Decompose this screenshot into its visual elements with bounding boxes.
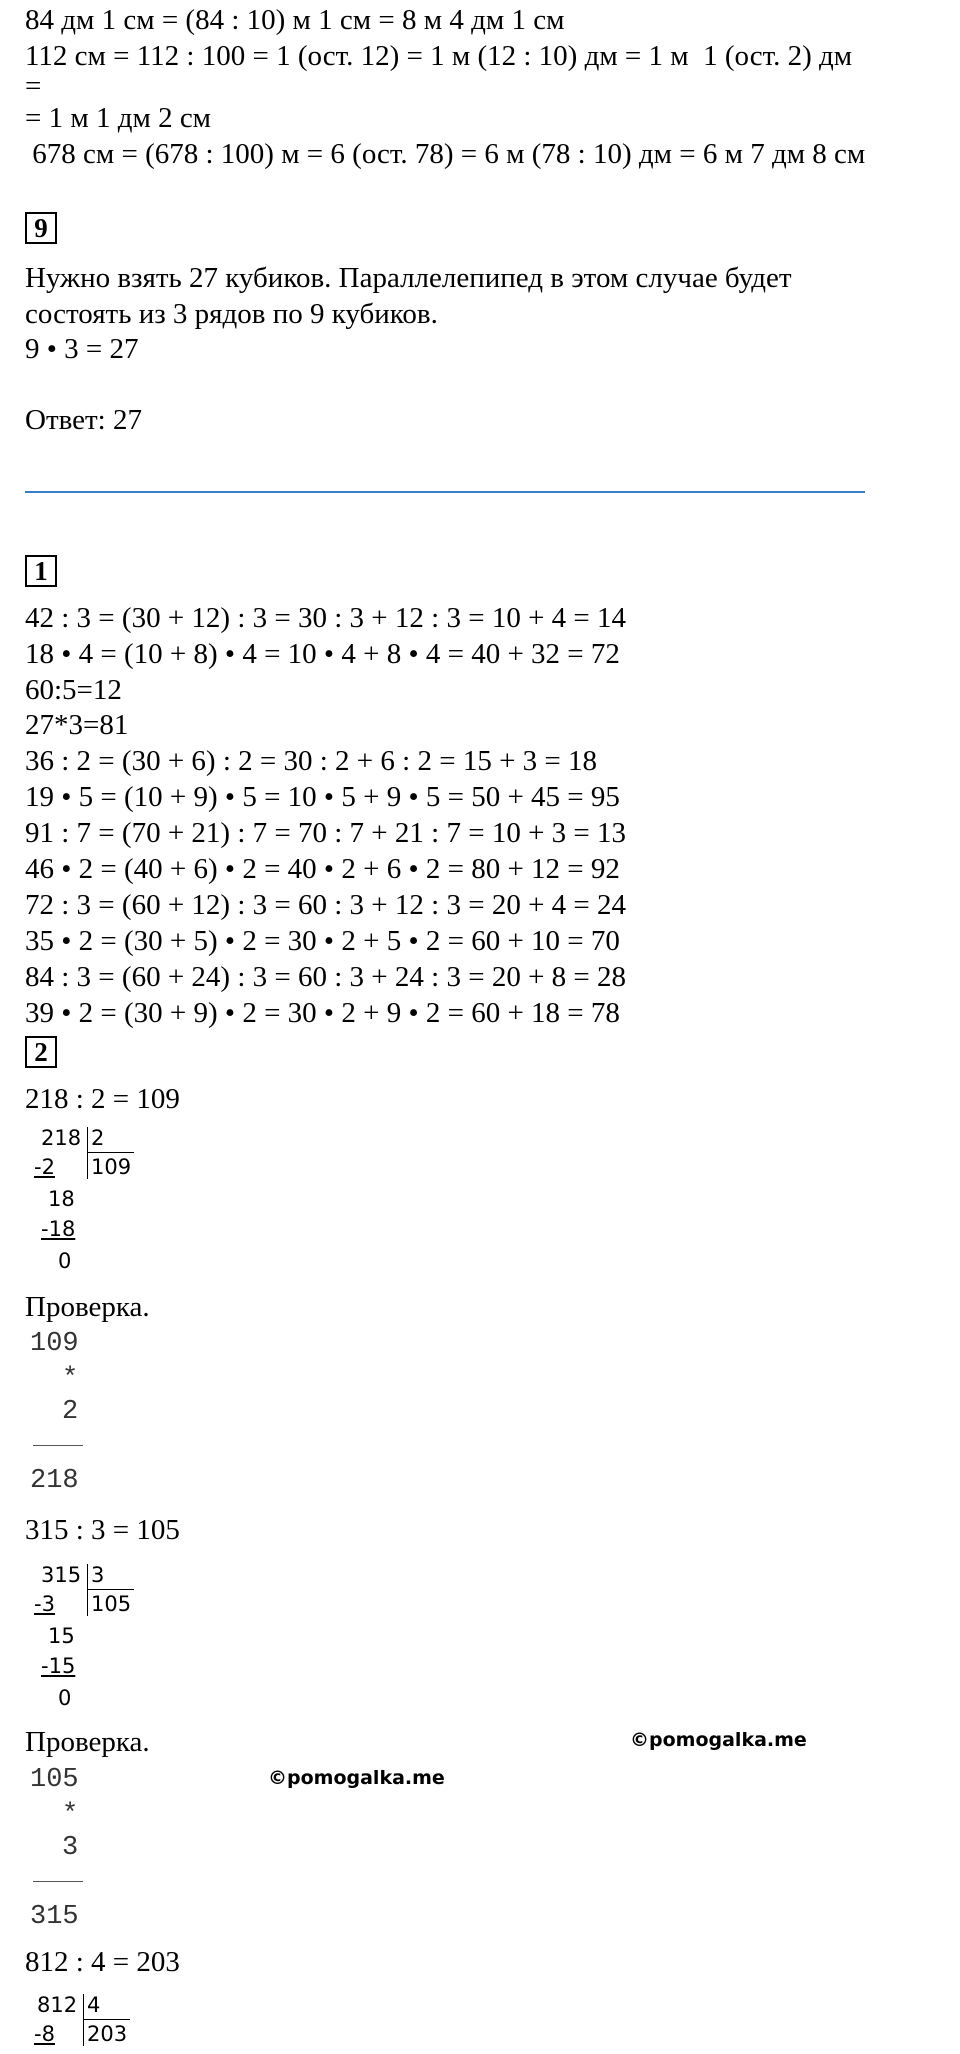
long-division xyxy=(25,1992,165,2054)
check-multiplication xyxy=(25,1765,105,1940)
remainder: 18 xyxy=(48,1187,75,1211)
task1-line: 72 : 3 = (60 + 12) : 3 = 60 : 3 + 12 : 3 = 20 + 4 = 24 xyxy=(25,889,627,921)
check-line xyxy=(33,1881,83,1882)
check-operator: * xyxy=(62,1364,79,1394)
task1-line: 42 : 3 = (30 + 12) : 3 = 30 : 3 + 12 : 3 = 10 + 4 = 14 xyxy=(25,602,627,634)
remainder: 0 xyxy=(58,1686,72,1710)
subtrahend: -3 xyxy=(34,1592,55,1616)
division-bracket-line xyxy=(88,1589,134,1590)
subtrahend: -18 xyxy=(41,1217,76,1241)
task-number-1: 1 xyxy=(25,555,57,587)
check-operator: * xyxy=(62,1800,79,1830)
check-factor: 3 xyxy=(62,1833,79,1863)
divisor: 4 xyxy=(87,1993,101,2017)
task9-line: состоять из 3 рядов по 9 кубиков. xyxy=(25,298,438,330)
task9-line: Нужно взять 27 кубиков. Параллелепипед в этом случае будет xyxy=(25,262,792,294)
task9-line: 9 • 3 = 27 xyxy=(25,333,139,365)
dividend: 812 xyxy=(37,1993,78,2017)
task1-line: 60:5=12 xyxy=(25,674,122,706)
division-bracket-line xyxy=(88,1152,134,1153)
divisor: 2 xyxy=(91,1126,105,1150)
quotient: 203 xyxy=(87,2022,128,2046)
check-label: Проверка. xyxy=(25,1726,150,1758)
task1-line: 84 : 3 = (60 + 24) : 3 = 60 : 3 + 24 : 3 = 20 + 8 = 28 xyxy=(25,961,627,993)
task1-line: 39 • 2 = (30 + 9) • 2 = 30 • 2 + 9 • 2 = 60 + 18 = 78 xyxy=(25,997,620,1029)
quotient: 105 xyxy=(91,1592,132,1616)
check-result: 218 xyxy=(30,1466,79,1496)
watermark: ©pomogalka.me xyxy=(630,1729,807,1751)
section-divider xyxy=(25,491,865,493)
check-factor: 109 xyxy=(30,1329,79,1359)
watermark: ©pomogalka.me xyxy=(268,1767,445,1789)
subtrahend: -8 xyxy=(34,2022,55,2046)
text-line: 112 см = 112 : 100 = 1 (ост. 12) = 1 м (12 : 10) дм = 1 м 1 (ост. 2) дм xyxy=(25,40,853,72)
division-bracket xyxy=(87,1564,88,1616)
subtrahend: -15 xyxy=(41,1654,76,1678)
task1-line: 35 • 2 = (30 + 5) • 2 = 30 • 2 + 5 • 2 = 60 + 10 = 70 xyxy=(25,925,620,957)
check-factor: 105 xyxy=(30,1765,79,1795)
task1-line: 36 : 2 = (30 + 6) : 2 = 30 : 2 + 6 : 2 = 15 + 3 = 18 xyxy=(25,745,598,777)
task1-line: 91 : 7 = (70 + 21) : 7 = 70 : 7 + 21 : 7 = 10 + 3 = 13 xyxy=(25,817,627,849)
text-line: = 1 м 1 дм 2 см xyxy=(25,102,212,134)
quotient: 109 xyxy=(91,1155,132,1179)
task1-line: 27*3=81 xyxy=(25,709,129,741)
task1-line: 18 • 4 = (10 + 8) • 4 = 10 • 4 + 8 • 4 = 40 + 32 = 72 xyxy=(25,638,620,670)
dividend: 218 xyxy=(41,1126,82,1150)
task9-answer: Ответ: 27 xyxy=(25,404,142,436)
division-bracket xyxy=(83,1994,84,2046)
text-line: 84 дм 1 см = (84 : 10) м 1 см = 8 м 4 дм 1 см xyxy=(25,4,565,36)
division-equation: 315 : 3 = 105 xyxy=(25,1514,180,1546)
check-multiplication xyxy=(25,1329,105,1504)
long-division xyxy=(25,1125,165,1285)
task-number-2: 2 xyxy=(25,1036,57,1068)
remainder: 0 xyxy=(58,1249,72,1273)
division-equation: 812 : 4 = 203 xyxy=(25,1946,180,1978)
task-number-9: 9 xyxy=(25,212,57,244)
division-bracket xyxy=(87,1127,88,1179)
text-line: 678 см = (678 : 100) м = 6 (ост. 78) = 6 м (78 : 10) дм = 6 м 7 дм 8 см xyxy=(25,138,866,170)
dividend: 315 xyxy=(41,1563,82,1587)
check-line xyxy=(33,1445,83,1446)
task1-line: 46 • 2 = (40 + 6) • 2 = 40 • 2 + 6 • 2 = 80 + 12 = 92 xyxy=(25,853,620,885)
check-result: 315 xyxy=(30,1902,79,1932)
division-equation: 218 : 2 = 109 xyxy=(25,1083,180,1115)
task1-line: 19 • 5 = (10 + 9) • 5 = 10 • 5 + 9 • 5 = 50 + 45 = 95 xyxy=(25,781,620,813)
divisor: 3 xyxy=(91,1563,105,1587)
text-line: = xyxy=(25,70,42,102)
check-label: Проверка. xyxy=(25,1291,150,1323)
check-factor: 2 xyxy=(62,1397,79,1427)
subtrahend: -2 xyxy=(34,1155,55,1179)
long-division xyxy=(25,1562,165,1722)
division-bracket-line xyxy=(84,2019,130,2020)
remainder: 15 xyxy=(48,1624,75,1648)
